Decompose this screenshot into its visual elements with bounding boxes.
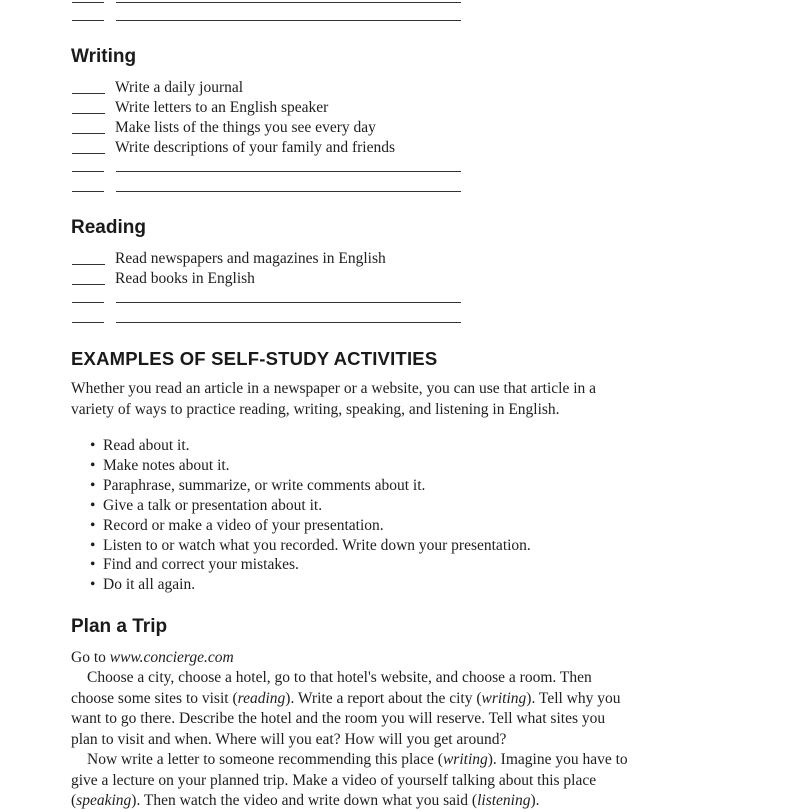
checklist-item: Write descriptions of your family and friends	[72, 137, 395, 157]
list-item: • Find and correct your mistakes.	[90, 555, 531, 575]
checklist-item: Make lists of the things you see every day	[72, 117, 376, 137]
list-item: • Read about it.	[90, 436, 531, 456]
writing-line	[116, 322, 461, 323]
checklist-item: Read newspapers and magazines in English	[72, 248, 386, 268]
blank-line	[72, 322, 104, 323]
list-item: • Give a talk or presentation about it.	[90, 496, 531, 516]
writing-line	[116, 2, 461, 3]
activity-list	[90, 436, 531, 595]
writing-line	[116, 171, 461, 172]
plan-trip-paragraph-1: Choose a city, choose a hotel, go to that hotel's website, and choose a room. Then choose some sites to visit (reading). Write a report about the city (writing). Tell why you want to go there. Describe the hotel and the room you will reserve. Tell what sites you plan to visit and when. Where will you eat? How will you get around?	[71, 669, 621, 748]
check-blank	[72, 264, 105, 265]
blank-line	[72, 191, 104, 192]
list-item: • Listen to or watch what you recorded. Write down your presentation.	[90, 536, 531, 556]
checklist-item: Read books in English	[72, 268, 255, 288]
reading-heading: Reading	[71, 217, 146, 238]
list-item: • Paraphrase, summarize, or write comments about it.	[90, 476, 531, 496]
blank-line	[72, 2, 104, 3]
concierge-link[interactable]: www.concierge.com	[109, 649, 234, 666]
writing-line	[116, 191, 461, 192]
blank-line	[72, 171, 104, 172]
plan-trip-heading: Plan a Trip	[71, 616, 168, 637]
list-item: • Do it all again.	[90, 575, 531, 595]
blank-line	[72, 20, 104, 21]
checklist-item: Write a daily journal	[72, 77, 243, 97]
plan-trip-paragraph-2: Now write a letter to someone recommending this place (writing). Imagine you have to give a lecture on your planned trip. Make a video of yourself talking about this place (speaking). Then watch the video and write down what you said (listening).	[71, 751, 628, 809]
check-blank	[72, 153, 105, 154]
check-blank	[72, 113, 105, 114]
list-item: • Make notes about it.	[90, 456, 531, 476]
check-blank	[72, 93, 105, 94]
check-blank	[72, 284, 105, 285]
writing-line	[116, 302, 461, 303]
examples-heading: EXAMPLES OF SELF-STUDY ACTIVITIES	[71, 348, 438, 369]
check-blank	[72, 133, 105, 134]
blank-line	[72, 302, 104, 303]
writing-heading: Writing	[71, 46, 137, 67]
list-item: • Record or make a video of your presentation.	[90, 516, 531, 536]
checklist-item: Write letters to an English speaker	[72, 97, 328, 117]
goto-line: Go to www.concierge.com	[71, 649, 234, 666]
examples-intro: Whether you read an article in a newspaper or a website, you can use that article in a variety of ways to practice reading, writing, speaking, and listening in English.	[71, 380, 597, 418]
writing-line	[116, 20, 461, 21]
